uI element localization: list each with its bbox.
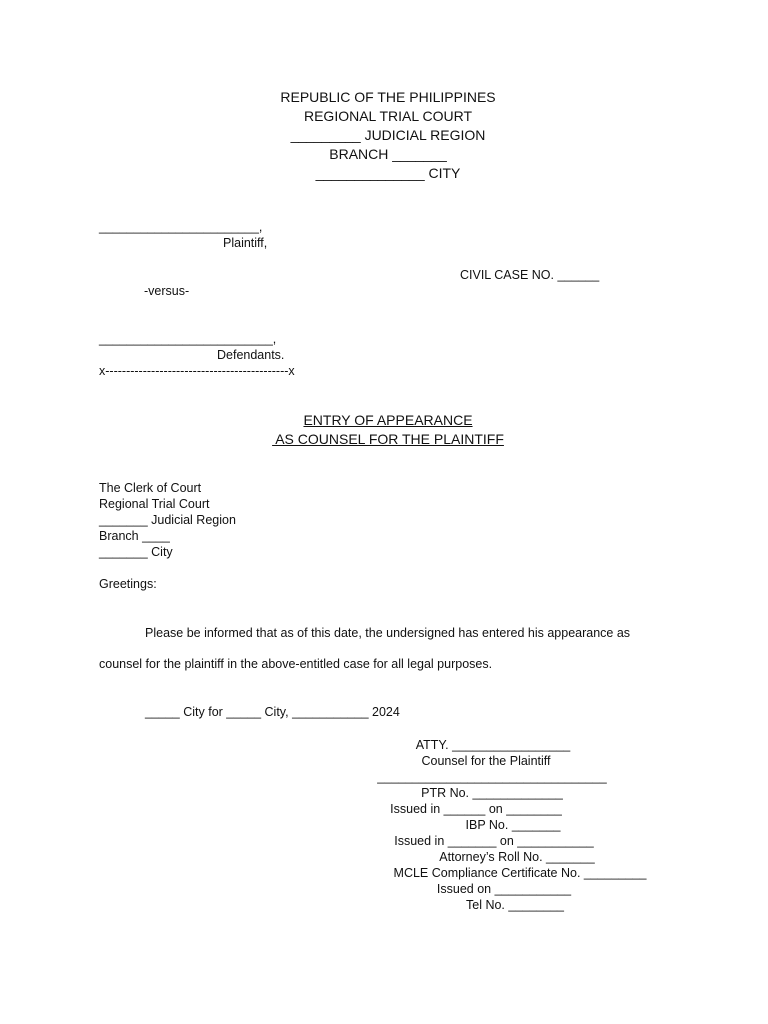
mcle-certificate: MCLE Compliance Certificate No. _________ — [393, 866, 647, 880]
dateline: _____ City for _____ City, ___________ 2024 — [145, 705, 400, 719]
versus-label: -versus- — [144, 284, 190, 298]
addressee-clerk: The Clerk of Court — [99, 481, 202, 495]
addressee-city: _______ City — [99, 545, 173, 559]
document-title: ENTRY OF APPEARANCE — [303, 412, 473, 428]
civil-case-number: CIVIL CASE NO. ______ — [460, 268, 600, 282]
caption-separator: x--------------------------------------------x — [99, 364, 295, 378]
body-line-2: counsel for the plaintiff in the above-entitled case for all legal purposes. — [99, 657, 493, 671]
ibp-issued: Issued in _______ on ___________ — [394, 834, 594, 848]
addressee-court: Regional Trial Court — [99, 497, 210, 511]
signature-address-blank: _________________________________ — [377, 770, 607, 784]
defendant-blank: _________________________, — [99, 332, 277, 346]
ibp-number: IBP No. _______ — [465, 818, 561, 832]
mcle-issued: Issued on ___________ — [436, 882, 572, 896]
greeting: Greetings: — [99, 577, 157, 591]
signature-atty: ATTY. _________________ — [415, 738, 571, 752]
header-court: REGIONAL TRIAL COURT — [303, 108, 473, 124]
defendants-label: Defendants. — [217, 348, 285, 362]
plaintiff-label: Plaintiff, — [223, 236, 268, 250]
ptr-number: PTR No. _____________ — [421, 786, 563, 800]
header-region: _________ JUDICIAL REGION — [290, 127, 486, 143]
ptr-issued: Issued in ______ on ________ — [390, 802, 562, 816]
header-city: ______________ CITY — [315, 165, 461, 181]
header-republic: REPUBLIC OF THE PHILIPPINES — [280, 89, 496, 105]
telephone-number: Tel No. ________ — [466, 898, 564, 912]
body-line-1: Please be informed that as of this date, the undersigned has entered his appearance as — [145, 626, 631, 640]
attorney-roll-number: Attorney’s Roll No. _______ — [439, 850, 595, 864]
header-branch: BRANCH _______ — [329, 146, 447, 162]
addressee-region: _______ Judicial Region — [99, 513, 236, 527]
addressee-branch: Branch ____ — [99, 529, 170, 543]
document-subtitle: AS COUNSEL FOR THE PLAINTIFF — [272, 431, 504, 447]
signature-role: Counsel for the Plaintiff — [421, 754, 551, 768]
plaintiff-blank: _______________________, — [99, 220, 263, 234]
